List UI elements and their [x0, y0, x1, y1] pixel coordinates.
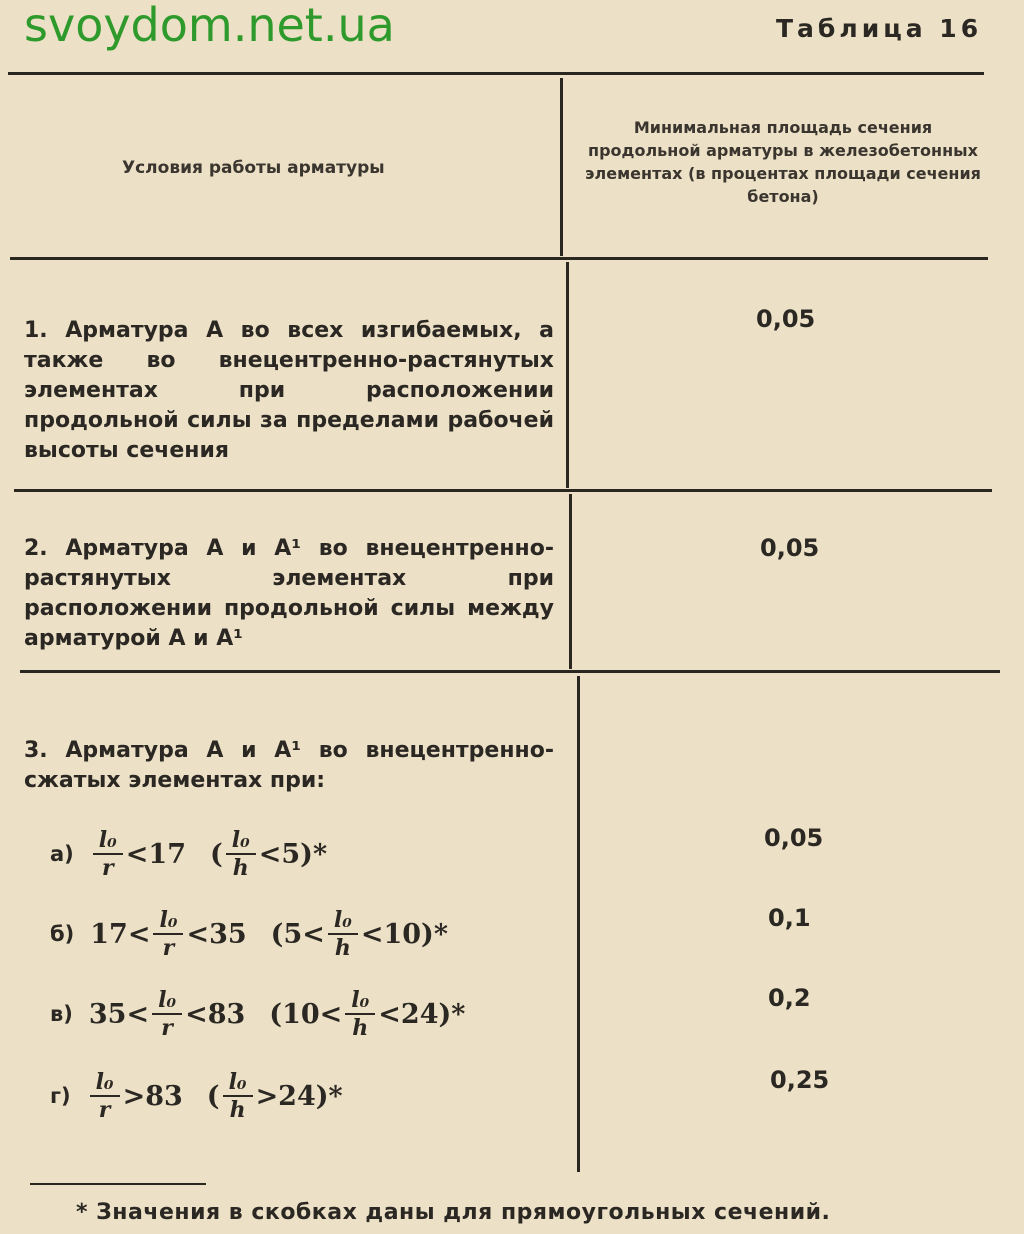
subrow-v — [50, 984, 465, 1044]
subrow-a — [50, 824, 327, 884]
table-top-rule — [8, 72, 984, 75]
column-divider — [566, 262, 569, 488]
paren-close: <10)* — [360, 918, 448, 950]
ratio-l0-r — [152, 987, 182, 1041]
row2-bottom-rule — [20, 670, 1000, 673]
fraction-denominator: h — [334, 935, 351, 961]
footnote: * Значения в скобках даны для прямоугольных сечений. — [76, 1200, 831, 1225]
column-divider — [560, 78, 563, 256]
paren-close: <5)* — [258, 838, 328, 870]
subrow-g — [50, 1066, 343, 1126]
table-number: Таблица 16 — [776, 14, 983, 43]
ratio-l0-r — [90, 1069, 120, 1123]
fraction-numerator: l₀ — [345, 987, 375, 1015]
fraction-denominator: h — [352, 1015, 369, 1041]
subrow-b — [50, 904, 448, 964]
row-3-text: 3. Арматура А и А¹ во внецентренно-сжатых элементах при: — [24, 738, 554, 793]
fraction-numerator: l₀ — [93, 827, 123, 855]
fraction-denominator: r — [98, 1097, 111, 1123]
row-1-value: 0,05 — [756, 305, 816, 333]
paren-open: ( — [209, 838, 223, 870]
lower-bound: 17< — [90, 918, 151, 950]
subrow-letter: б) — [50, 922, 75, 946]
subrow-a-value: 0,05 — [764, 824, 824, 852]
column-divider — [577, 676, 580, 1172]
row-2-value: 0,05 — [760, 534, 820, 562]
ratio-l0-h — [226, 827, 256, 881]
ratio-l0-h — [223, 1069, 253, 1123]
ratio-l0-h — [345, 987, 375, 1041]
fraction-denominator: r — [101, 855, 114, 881]
paren-close: <24)* — [378, 998, 466, 1030]
fraction-numerator: l₀ — [223, 1069, 253, 1097]
row-2-text: 2. Арматура А и А¹ во внецентренно-растянутых элементах при расположении продольной силы между арматурой А и А¹ — [24, 536, 554, 651]
lower-bound: 35< — [88, 998, 150, 1030]
footnote-rule — [30, 1183, 206, 1185]
fraction-numerator: l₀ — [90, 1069, 120, 1097]
row1-bottom-rule — [14, 489, 992, 492]
upper-bound: <17 — [125, 838, 186, 870]
fraction-numerator: l₀ — [328, 907, 358, 935]
fraction-denominator: r — [162, 935, 175, 961]
upper-bound: <83 — [185, 998, 246, 1030]
row-1-text: 1. Арматура А во всех изгибаемых, а также во внецентренно-растянутых элементах при расположении продольной силы за пределами рабочей высоты сечения — [24, 318, 554, 463]
paren-close: >24)* — [255, 1080, 343, 1112]
header-min-area: Минимальная площадь сечения продольной арматуры в железобетонных элементах (в процентах площади сечения бетона) — [585, 118, 981, 206]
header-bottom-rule — [10, 257, 988, 260]
paren-open: (10< — [269, 998, 343, 1030]
column-divider — [569, 494, 572, 669]
subrow-letter: а) — [50, 842, 74, 866]
subrow-letter: в) — [50, 1002, 73, 1026]
fraction-denominator: h — [232, 855, 249, 881]
subrow-v-value: 0,2 — [768, 984, 811, 1012]
ratio-l0-h — [328, 907, 358, 961]
fraction-numerator: l₀ — [153, 907, 183, 935]
subrow-g-value: 0,25 — [770, 1066, 830, 1094]
fraction-denominator: r — [161, 1015, 173, 1041]
watermark: svoydom.net.ua — [24, 0, 395, 52]
ratio-l0-r — [93, 827, 123, 881]
upper-bound: >83 — [122, 1080, 183, 1112]
fraction-denominator: h — [229, 1097, 246, 1123]
subrow-letter: г) — [50, 1084, 71, 1108]
paren-open: ( — [206, 1080, 220, 1112]
ratio-l0-r — [153, 907, 183, 961]
upper-bound: <35 — [186, 918, 247, 950]
subrow-b-value: 0,1 — [768, 904, 811, 932]
fraction-numerator: l₀ — [152, 987, 182, 1015]
fraction-numerator: l₀ — [226, 827, 256, 855]
paren-open: (5< — [270, 918, 325, 950]
header-conditions: Условия работы арматуры — [122, 158, 385, 178]
